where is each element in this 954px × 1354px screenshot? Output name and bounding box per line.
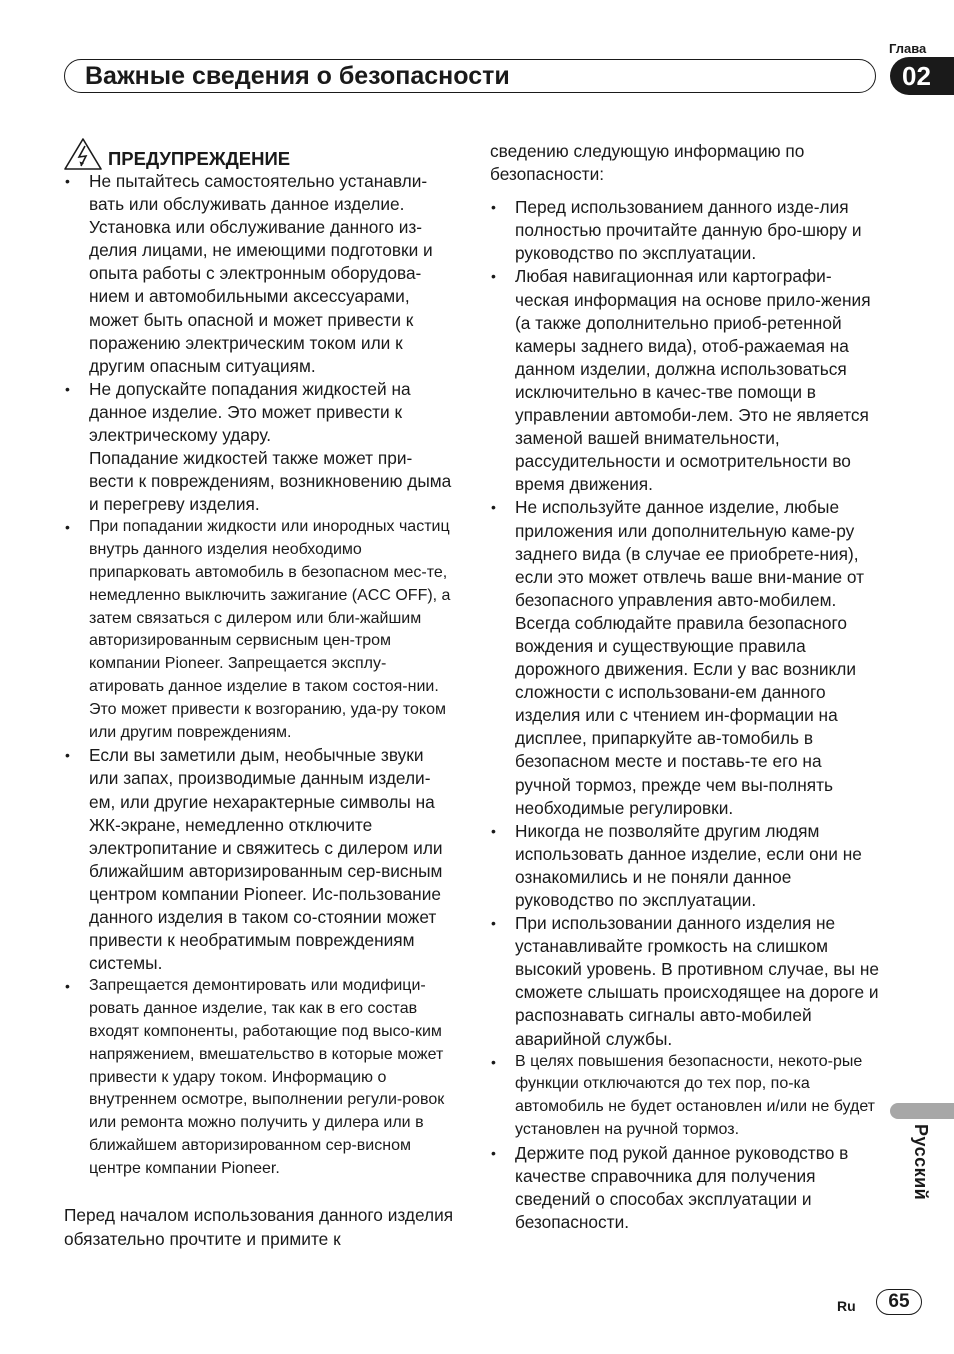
list-item: • При использовании данного изделия не устанавливайте громкость на слишком высокий уровень. В противном случае, вы не сможете слышать происходящее на дороге и распознавать сигналы авто-мобилей аварийной службы. — [490, 912, 880, 1051]
warning-list-small — [64, 516, 456, 744]
warning-title: ПРЕДУПРЕЖДЕНИЕ — [108, 148, 291, 169]
warning-list — [64, 170, 456, 516]
list-item: • При попадании жидкости или инородных частиц внутрь данного изделия необходимо припарковать автомобиль в безопасном мес-те, немедленно выключить зажигание (ACC OFF), а затем связаться с дилером или бли-жайшим авторизированным сервисным цен-тром компании Pioneer. Запрещается эксплу-атировать данное изделие в таком состоя-нии. Это может привести к возгоранию, уда-ру током или другим повреждениям. — [64, 516, 456, 744]
chapter-label: Глава — [889, 41, 927, 56]
warning-list — [64, 744, 456, 975]
list-item: • Если вы заметили дым, необычные звуки или запах, производимые данным издели-ем, или другие нехарактерные символы на ЖК-экране, немедленно отключите электропитание и свяжитесь с дилером или ближайшим авторизированным сер-висным центром компании Pioneer. Ис-пользование данного изделия в таком со-стоянии может привести к необратимым повреждениям системы. — [64, 744, 456, 975]
side-tab-marker — [890, 1103, 954, 1119]
list-item: • Любая навигационная или картографи-ческая информация на основе прило-жения (а также дополнительно приоб-ретенной камеры заднего вида), отоб-ражаемая на данном изделии, должна использоваться исключительно в качес-тве помощи в управлении автомоби-лем. Это не является заменой вашей внимательности, рассудительности и осмотрительности во время движения. — [490, 265, 880, 496]
side-language-label: Русский — [911, 1124, 931, 1201]
list-item: • Запрещается демонтировать или модифици-ровать данное изделие, так как в его состав входят компоненты, работающие под высо-ким напряжением, вмешательство в которые может привести к удару током. Информацию о внутреннем осмотре, выполнении регули-ровок или ремонта можно получить у дилера или в ближайшем авторизированном сер-висном центре компании Pioneer. — [64, 975, 456, 1180]
list-item-text: • Не допускайте попадания жидкостей на данное изделие. Это может привести к электрическому удару. — [89, 378, 411, 446]
right-column — [490, 140, 880, 1234]
list-item: • Перед использованием данного изде-лия полностью прочитайте данную бро-шюру и руководство по эксплуатации. — [490, 196, 880, 265]
chapter-number-badge: 02 — [890, 57, 954, 95]
list-item: • Держите под рукой данное руководство в качестве справочника для получения сведений о способах эксплуатации и безопасности. — [490, 1142, 880, 1234]
left-column — [64, 136, 456, 1251]
page-number: 65 — [876, 1289, 922, 1315]
intro-paragraph: Перед началом использования данного изделия обязательно прочтите и примите к — [64, 1205, 454, 1249]
warning-list-small — [64, 975, 456, 1180]
list-item: • Не используйте данное изделие, любые приложения или дополнительную каме-ру заднего вида (в случае ее приобрете-ния), если это может отвлечь ваше вни-мание от безопасного управления авто-мобилем. Всегда соблюдайте правила безопасного вождения и существующие правила дорожного движения. Если у вас возникли сложности с использовани-ем данного изделия или с чтением ин-формации на дисплее, припаркуйте ав-томобиль в безопасном месте и поставь-те его на ручной тормоз, прежде чем вы-полнять необходимые регулировки. — [490, 496, 880, 819]
list-item: • Не пытайтесь самостоятельно устанавли-вать или обслуживать данное изделие. Установка или обслуживание данного из-делия лицами, не имеющими подготовки и опыта работы с электронным оборудова-нием и автомобильными аксессуарами, может быть опасной и может привести к поражению электрическим током или к другим опасным ситуациям. — [64, 170, 456, 378]
safety-list — [490, 196, 880, 1050]
safety-list — [490, 1142, 880, 1234]
warning-heading — [64, 136, 456, 170]
safety-list-small — [490, 1051, 880, 1142]
electric-shock-warning-icon — [64, 138, 102, 170]
footer-lang-code: Ru — [837, 1298, 856, 1314]
list-item: • В целях повышения безопасности, некото-рые функции отключаются до тех пор, по-ка автомобиль не будет остановлен и/или не будет установлен на ручной тормоз. — [490, 1051, 880, 1142]
intro-paragraph-continued: сведению следующую информацию по безопасности: — [490, 141, 805, 185]
page-title-bar — [64, 59, 876, 93]
page-title: Важные сведения о безопасности — [85, 62, 510, 90]
list-item — [64, 378, 456, 517]
list-item-continuation: Попадание жидкостей также может при-вести к повреждениям, возникновению дыма и перегреву изделия. — [89, 448, 452, 515]
list-item: • Никогда не позволяйте другим людям использовать данное изделие, если они не ознакомились и не поняли данное руководство по эксплуатации. — [490, 820, 880, 912]
